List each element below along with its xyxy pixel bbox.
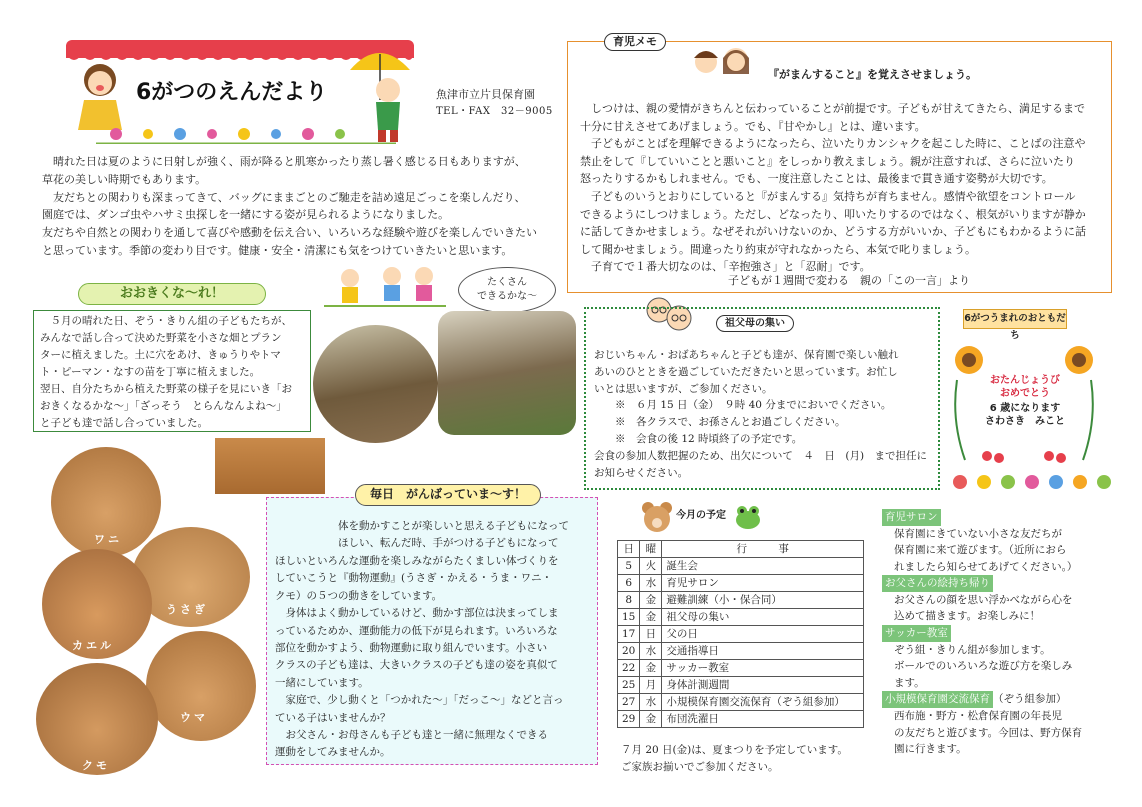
memo-line: 禁止をして『していいことと悪いこと』をしっかり教えましょう。親が注意すれば、さらに泣いたり <box>580 154 1075 168</box>
birthday-child-name: さわさき みこと <box>985 416 1065 427</box>
exercise-photo-kaeru <box>42 549 152 659</box>
notice-line: 保育園に来て遊びます。（近所におら <box>894 544 1067 557</box>
grandparents-line: ※ 会食の後 12 時頃終了の予定です。 <box>594 432 803 445</box>
school-phone: TEL・FAX 32－9005 <box>436 106 553 117</box>
daily-line: 体を動かすことが楽しいと思える子どもになって <box>275 520 569 532</box>
frog-icon <box>734 504 762 530</box>
notice-body <box>882 592 1102 625</box>
memo-body <box>580 100 1106 276</box>
intro-line: 晴れた日は夏のように日射しが強く、雨が降ると肌寒かったり蒸し暑く感じる日もありますが、 <box>42 155 526 168</box>
memo-heading: 『がまんすること』を覚えさせましょう。 <box>768 68 977 81</box>
memo-line: 子どものいうとおりにしていると『がまんする』気持ちが育ちません。感情や欲望をコントロール <box>580 189 1076 203</box>
intro-text <box>42 153 562 260</box>
grow-section-box <box>33 310 311 432</box>
birthday-age: 6 歳になります <box>989 403 1061 414</box>
schedule-day: 17 <box>618 626 640 643</box>
notice-item <box>882 509 1102 575</box>
memo-line: に話してきかせましょう。なぜそれがいけないのか、どうする方がいいか、子どもにもわかるように話 <box>580 225 1086 239</box>
schedule-day: 25 <box>618 677 640 694</box>
schedule-day: 8 <box>618 592 640 609</box>
schedule-event: 小規模保育園交流保育（ぞう組参加） <box>662 694 864 711</box>
daily-line: ほしいといろんな運動を楽しみながらたくましい体づくりを <box>275 554 559 567</box>
grow-line: ト・ピーマン・なすの苗を丁寧に植えました。 <box>40 366 261 378</box>
birthday-card <box>947 340 1101 466</box>
schedule-row <box>618 694 864 711</box>
schedule-header-row <box>618 541 864 558</box>
notice-item <box>882 691 1102 757</box>
schedule-event: サッカー教室 <box>662 660 864 677</box>
schedule-row <box>618 643 864 660</box>
schedule-row <box>618 677 864 694</box>
daily-line: 身体はよく動かしているけど、動かす部位は決まってしま <box>275 607 559 620</box>
photo-label-wani: ワニ <box>94 533 122 546</box>
notice-line: 保育園にきていない小さな友だちが <box>894 527 1062 540</box>
notice-line: 込めて描きます。お楽しみに！ <box>894 610 1041 623</box>
notice-title: 小規模保育園交流保育 <box>882 691 993 708</box>
intro-line: 友だちとの関わりも深まってきて、バッグにままごとのご馳走を詰め遠足ごっこを楽しんだり、 <box>42 190 526 204</box>
notice-line: ぞう組・きりん組が参加します。 <box>894 643 1051 656</box>
grandparents-line: 会食の参加人数把握のため、出欠について ４ 日 (月) まで担任に <box>594 449 928 462</box>
birthday-greeting-line: おめでとう <box>1000 388 1050 399</box>
notice-item <box>882 625 1102 691</box>
birthday-section-tag: 6がつうまれのおともだち <box>963 309 1067 329</box>
schedule-weekday: 水 <box>640 643 662 660</box>
photo-label-kaeru: カエル <box>72 639 114 652</box>
notices-column <box>882 509 1102 758</box>
parenting-memo-box <box>567 35 1112 293</box>
intro-line: と思っています。季節の変わり目です。健康・安全・清潔にも気をつけていきたいと思います。 <box>42 244 513 258</box>
notice-title: お父さんの絵持ち帰り <box>882 575 993 592</box>
daily-line: っているためか、運動能力の低下が見られます。いろいろな <box>275 624 558 637</box>
memo-line: しつけは、親の愛情がきちんと伝わっていることが前提です。子どもが甘えてきたら、満足するまで <box>580 102 1086 115</box>
daily-line: 運動をしてみませんか。 <box>275 746 391 759</box>
exercise-photo-group <box>215 438 325 494</box>
grandparents-line: お知らせください。 <box>594 466 689 479</box>
memo-line: 十分に甘えさせてあげましょう。でも、『甘やかし』とは、違います。 <box>580 119 926 133</box>
photo-label-kumo: クモ <box>82 759 110 772</box>
grow-line: 翌日、自分たちから植えた野菜の様子を見にいき「お <box>40 383 292 395</box>
bubble-line: できるかな～ <box>477 290 537 302</box>
schedule-header-weekday: 曜 <box>640 541 662 558</box>
schedule-weekday: 火 <box>640 558 662 575</box>
daily-line: していこうと『動物運動』(うさぎ・かえる・うま・ワニ・ <box>275 572 553 585</box>
memo-tag: 育児メモ <box>604 33 666 51</box>
schedule-day: 5 <box>618 558 640 575</box>
notice-line: の友だちと遊びます。今回は、野方保育 <box>894 726 1083 739</box>
daily-line: 部位を動かすよう、動物運動に取り組んでいます。小さい <box>275 641 548 654</box>
mother-child-icon <box>686 44 758 86</box>
schedule-header-event: 行 事 <box>662 541 864 558</box>
grow-line: みんなで話し合って決めた野菜を小さな畑とプラン <box>40 332 282 344</box>
schedule-event: 交通指導日 <box>662 643 864 660</box>
exercise-photo-wani <box>51 447 161 557</box>
grandparents-line: ※ 各クラスで、お孫さんとお過ごしください。 <box>594 416 846 429</box>
grandparents-body <box>594 347 934 481</box>
schedule-event: 誕生会 <box>662 558 864 575</box>
notice-line: れましたら知らせてあげてください。） <box>894 560 1078 573</box>
grow-line: ５月の晴れた日、ぞう・きりん組の子どもたちが、 <box>40 315 292 327</box>
grandparents-line: おじいちゃん・おばあちゃんと子ども達が、保育園で楽しい触れ <box>594 349 899 361</box>
daily-line: クモ）の５つの動きをしています。 <box>275 589 443 602</box>
schedule-note <box>621 742 881 776</box>
newsletter-title: 6がつのえんだより <box>136 80 328 105</box>
schedule-weekday: 金 <box>640 711 662 728</box>
schedule-note-line: ７月 20 日(金)は、夏まつりを予定しています。 <box>621 744 848 756</box>
notice-body <box>882 526 1102 576</box>
schedule-event: 身体計測週間 <box>662 677 864 694</box>
photo-label-usagi: うさぎ <box>166 603 208 616</box>
memo-line: 怒ったりするかもしれません。でも、一度注意したことは、最後まで貫き通す姿勢が大切です。 <box>580 172 1053 186</box>
schedule-weekday: 水 <box>640 694 662 711</box>
intro-line: 草花の美しい時期でもあります。 <box>42 172 207 186</box>
notice-title: 育児サロン <box>882 509 941 526</box>
schedule-weekday: 金 <box>640 609 662 626</box>
kids-gardening-icon <box>320 262 450 310</box>
daily-line: 一緒にしています。 <box>275 676 369 689</box>
birthday-greeting-line: おたんじょうび <box>990 375 1060 386</box>
schedule-weekday: 金 <box>640 592 662 609</box>
schedule-day: 6 <box>618 575 640 592</box>
schedule-day: 22 <box>618 660 640 677</box>
memo-source: 子どもが１週間で変わる 親の「この一言」より <box>728 274 970 287</box>
schedule-weekday: 月 <box>640 677 662 694</box>
grandparents-gathering-box <box>584 307 940 490</box>
grandparents-line: ※ ６月 15 日（金） ９時 40 分までにおいでください。 <box>594 399 892 412</box>
daily-line: お父さん・お母さんも子ども達と一緒に無理なくできる <box>275 729 548 742</box>
notice-title: サッカー教室 <box>882 625 951 642</box>
memo-line: 子どもがことばを理解できるようになったら、泣いたりカンシャクを起こした時に、ことばの注意や <box>580 137 1086 151</box>
bubble-line: たくさん <box>487 277 527 288</box>
notice-line: ます。 <box>894 676 925 689</box>
birthday-info <box>975 402 1075 428</box>
newsletter-header <box>66 40 414 145</box>
planting-photo-2 <box>438 311 576 435</box>
notice-line: 西布施・野方・松倉保育園の年長児 <box>894 709 1062 722</box>
schedule-row <box>618 558 864 575</box>
schedule-day: 27 <box>618 694 640 711</box>
schedule-table <box>617 540 864 728</box>
grandparents-line: いとは思いますが、ご参加ください。 <box>594 382 773 395</box>
schedule-event: 布団洗濯日 <box>662 711 864 728</box>
schedule-note-line: ご家族お揃いでご参加ください。 <box>621 760 779 773</box>
exercise-photo-kumo <box>36 663 158 775</box>
intro-line: 園庭では、ダンゴ虫やハサミ虫探しを一緒にする姿が見られるようになりました。 <box>42 208 450 222</box>
flower-row-decoration <box>96 122 396 144</box>
grow-section-tag: おおきくな～れ！ <box>78 283 266 305</box>
daily-line: クラスの子ども達は、大きいクラスの子ども達の姿を真似て <box>275 659 558 672</box>
schedule-day: 20 <box>618 643 640 660</box>
daily-section-tag: 毎日 がんばっていま～す！ <box>355 484 541 506</box>
schedule-row <box>618 575 864 592</box>
notice-body <box>882 708 1102 758</box>
daily-line: ほしい、転んだ時、手がつける子どもになって <box>275 537 559 550</box>
school-name: 魚津市立片貝保育園 <box>436 88 535 101</box>
notice-line: 園に行きます。 <box>894 743 967 756</box>
notice-body <box>882 642 1102 692</box>
notice-line: お父さんの顔を思い浮かべながら心を <box>894 593 1073 606</box>
daily-line: 家庭で、少し動くと「つかれた～」「だっこ～」などと言っ <box>275 694 564 707</box>
grandparents-tag: 祖父母の集い <box>716 315 794 332</box>
grandparents-line: あいのひとときを過ごしていただきたいと思っています。お忙し <box>594 365 898 378</box>
memo-line: して聞かせましょう。間違ったり約束が守れなかったら、本気で叱りましょう。 <box>580 242 976 256</box>
daily-exercise-box <box>266 497 598 765</box>
planting-photo-1 <box>313 325 438 443</box>
schedule-row <box>618 609 864 626</box>
grow-line: と子ども達で話し合っていました。 <box>40 417 208 429</box>
notice-line: ボールでのいろいろな遊び方を楽しみ <box>894 660 1073 673</box>
memo-line: できるようにしつけましょう。ただし、どなったり、叩いたりするのではなく、根気がいりますが静か <box>580 207 1086 221</box>
memo-line: 子育てで１番大切なのは、「辛抱強さ」と「忍耐」です。 <box>580 260 871 274</box>
schedule-event: 育児サロン <box>662 575 864 592</box>
exercise-photo-uma <box>146 631 256 741</box>
photo-label-uma: ウマ <box>180 711 208 724</box>
schedule-weekday: 日 <box>640 626 662 643</box>
notice-title-suffix: （ぞう組参加） <box>993 693 1067 706</box>
daily-line: ている子はいませんか？ <box>275 711 391 724</box>
schedule-row <box>618 626 864 643</box>
schedule-event: 祖父母の集い <box>662 609 864 626</box>
notice-item <box>882 575 1102 625</box>
schedule-title: 今月の予定 <box>676 510 726 521</box>
food-icons-decoration <box>950 470 1120 494</box>
schedule-header-day: 日 <box>618 541 640 558</box>
schedule-row <box>618 660 864 677</box>
schedule-row <box>618 711 864 728</box>
schedule-day: 29 <box>618 711 640 728</box>
schedule-event: 避難訓練（小・保合同） <box>662 592 864 609</box>
thought-bubble <box>458 267 556 313</box>
intro-line: 友だちや自然との関わりを通して喜びや感動を伝え合い、いろいろな経験や遊びを楽しんでいきたい <box>42 226 537 240</box>
schedule-event: 父の日 <box>662 626 864 643</box>
grow-line: おきくなるかな～」「ざっそう とらんなんよね～」 <box>40 400 287 412</box>
birthday-greeting <box>975 374 1075 400</box>
schedule-row <box>618 592 864 609</box>
schedule-weekday: 金 <box>640 660 662 677</box>
schedule-weekday: 水 <box>640 575 662 592</box>
grow-line: ターに植えました。土に穴をあけ、きゅうりやトマ <box>40 349 281 361</box>
bear-icon <box>640 500 674 534</box>
schedule-day: 15 <box>618 609 640 626</box>
